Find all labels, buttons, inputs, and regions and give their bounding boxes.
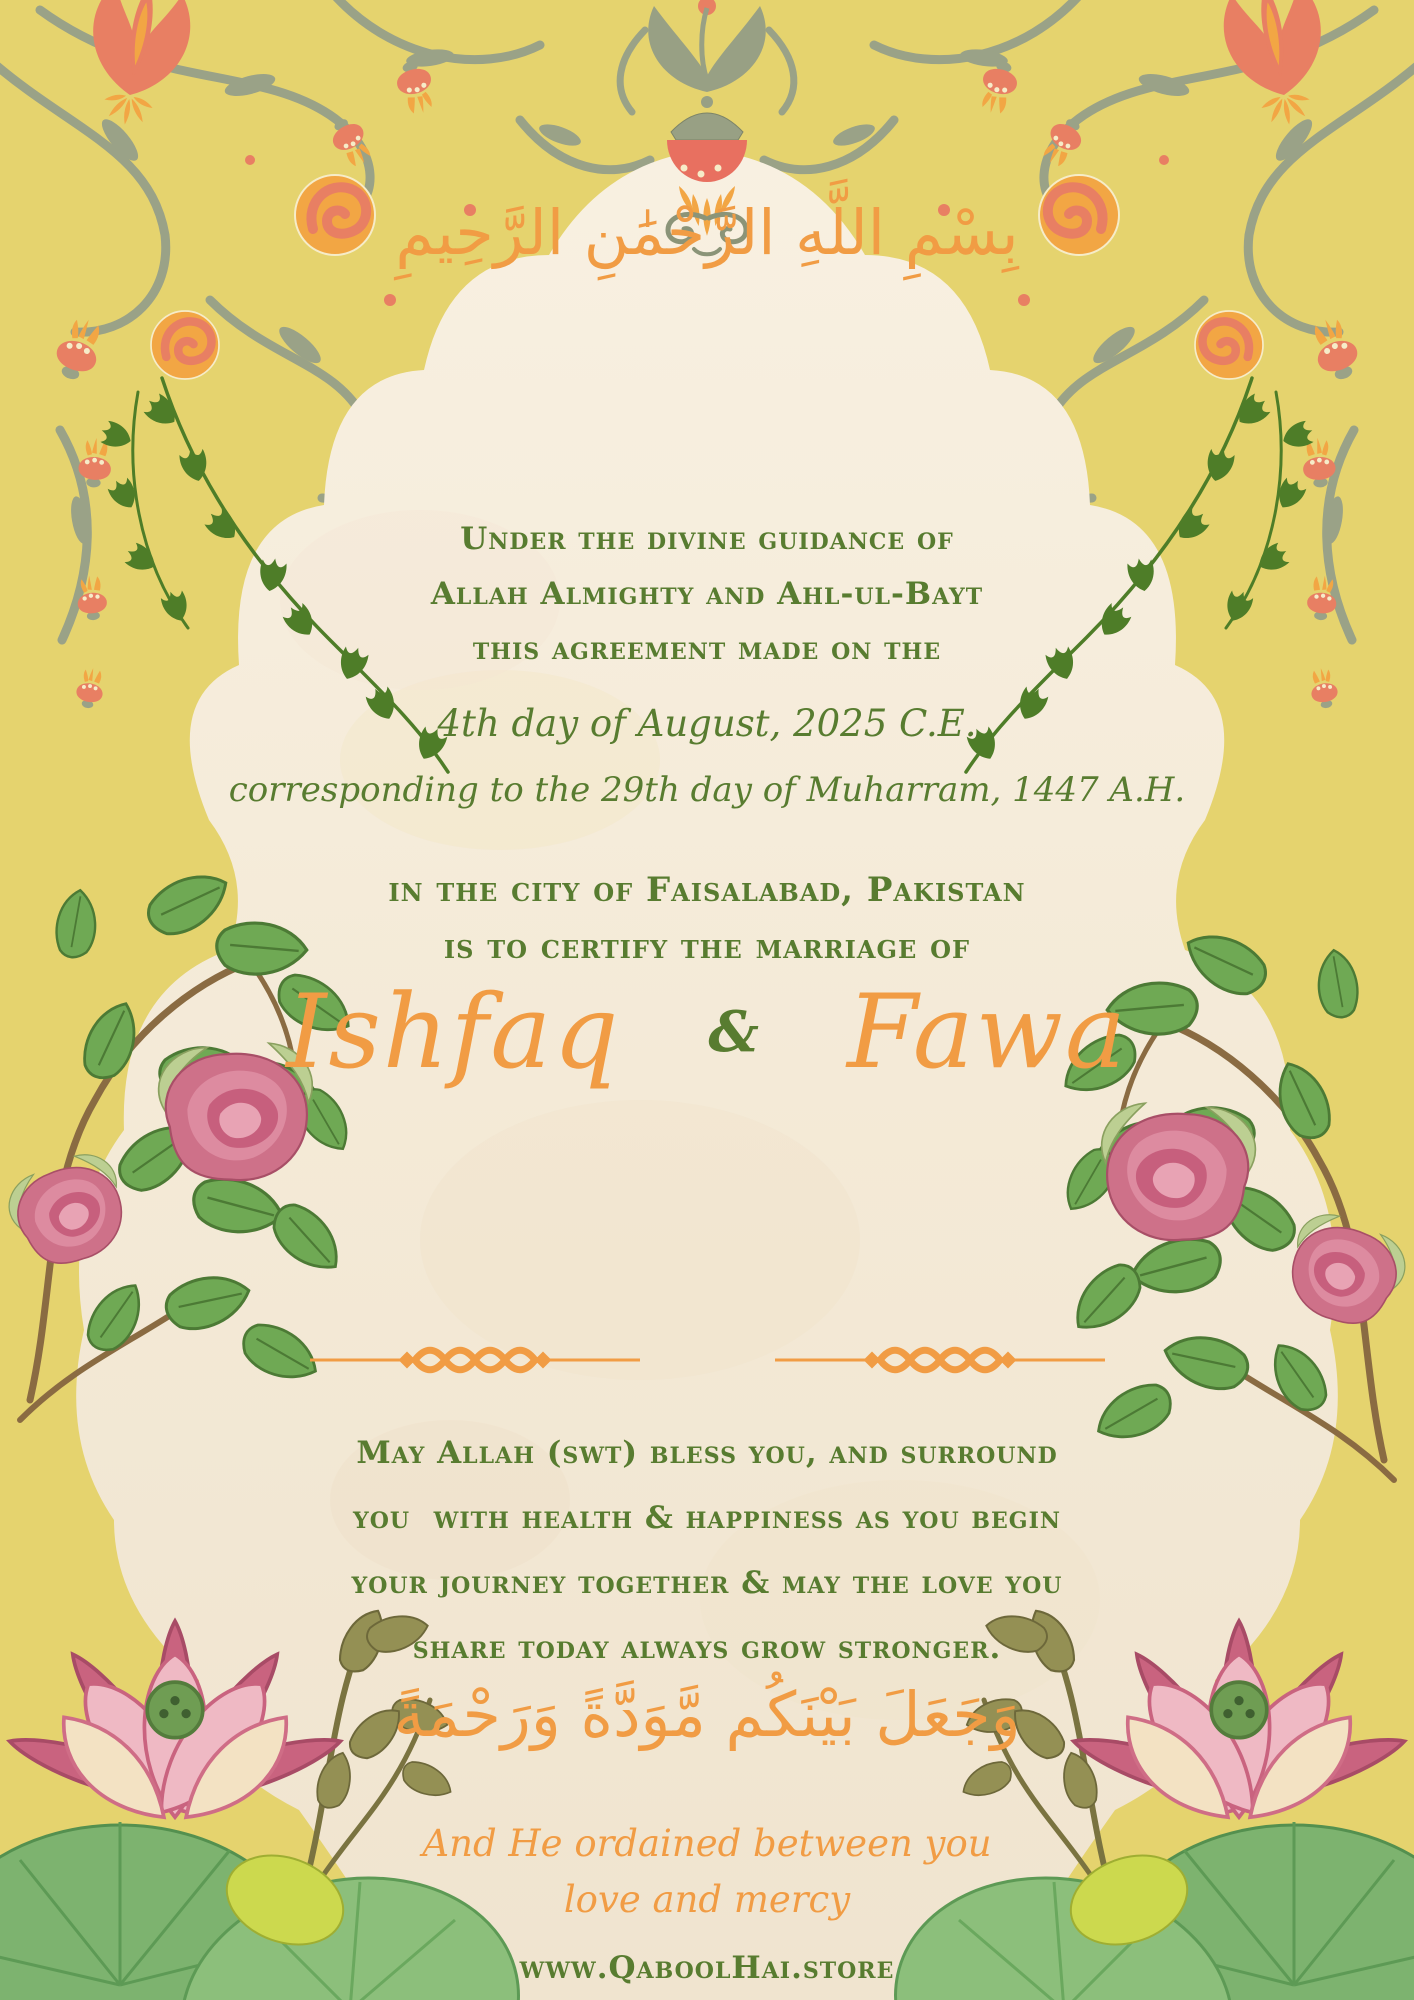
intro-text-block (0, 512, 1414, 677)
bride-name: Fawa (846, 972, 1128, 1092)
certify-line: is to certify the marriage of (443, 927, 971, 967)
hijri-date: corresponding to the 29th day of Muharram, 1447 A.H. (228, 770, 1186, 810)
website-footer (0, 1950, 1414, 1986)
ampersand: & (708, 999, 759, 1065)
intro-line-1: Under the divine guidance of (460, 521, 954, 557)
website-url: www.QaboolHai.store (519, 1950, 895, 1986)
quran-verse-calligraphy: وَجَعَلَ بَيْنَكُم مَّوَدَّةً وَرَحْمَةً (393, 1678, 1021, 1751)
city-line: in the city of Faisalabad, Pakistan (388, 870, 1026, 910)
groom-name: Ishfaq (286, 972, 621, 1092)
intro-line-2: Allah Almighty and Ahl-ul-Bayt (430, 576, 984, 612)
blessing-line-4: share today always grow stronger. (412, 1630, 1002, 1666)
blessing-text-block (0, 1421, 1414, 1681)
blessing-line-1: May Allah (swt) bless you, and surround (356, 1435, 1058, 1471)
gregorian-date: 4th day of August, 2025 C.E. (437, 702, 977, 745)
blessing-line-2: you with health & happiness as you begin (353, 1500, 1061, 1536)
intro-line-3: this agreement made on the (472, 631, 942, 667)
translation-line-2: love and mercy (563, 1878, 851, 1921)
couple-names-row (0, 952, 1414, 1112)
bismillah-calligraphy: بِسْمِ اللَّهِ الرَّحْمَٰنِ الرَّحِيمِ (395, 196, 1019, 269)
translation-line-1: And He ordained between you (422, 1822, 992, 1865)
blessing-line-3: your journey together & may the love you (351, 1565, 1063, 1601)
